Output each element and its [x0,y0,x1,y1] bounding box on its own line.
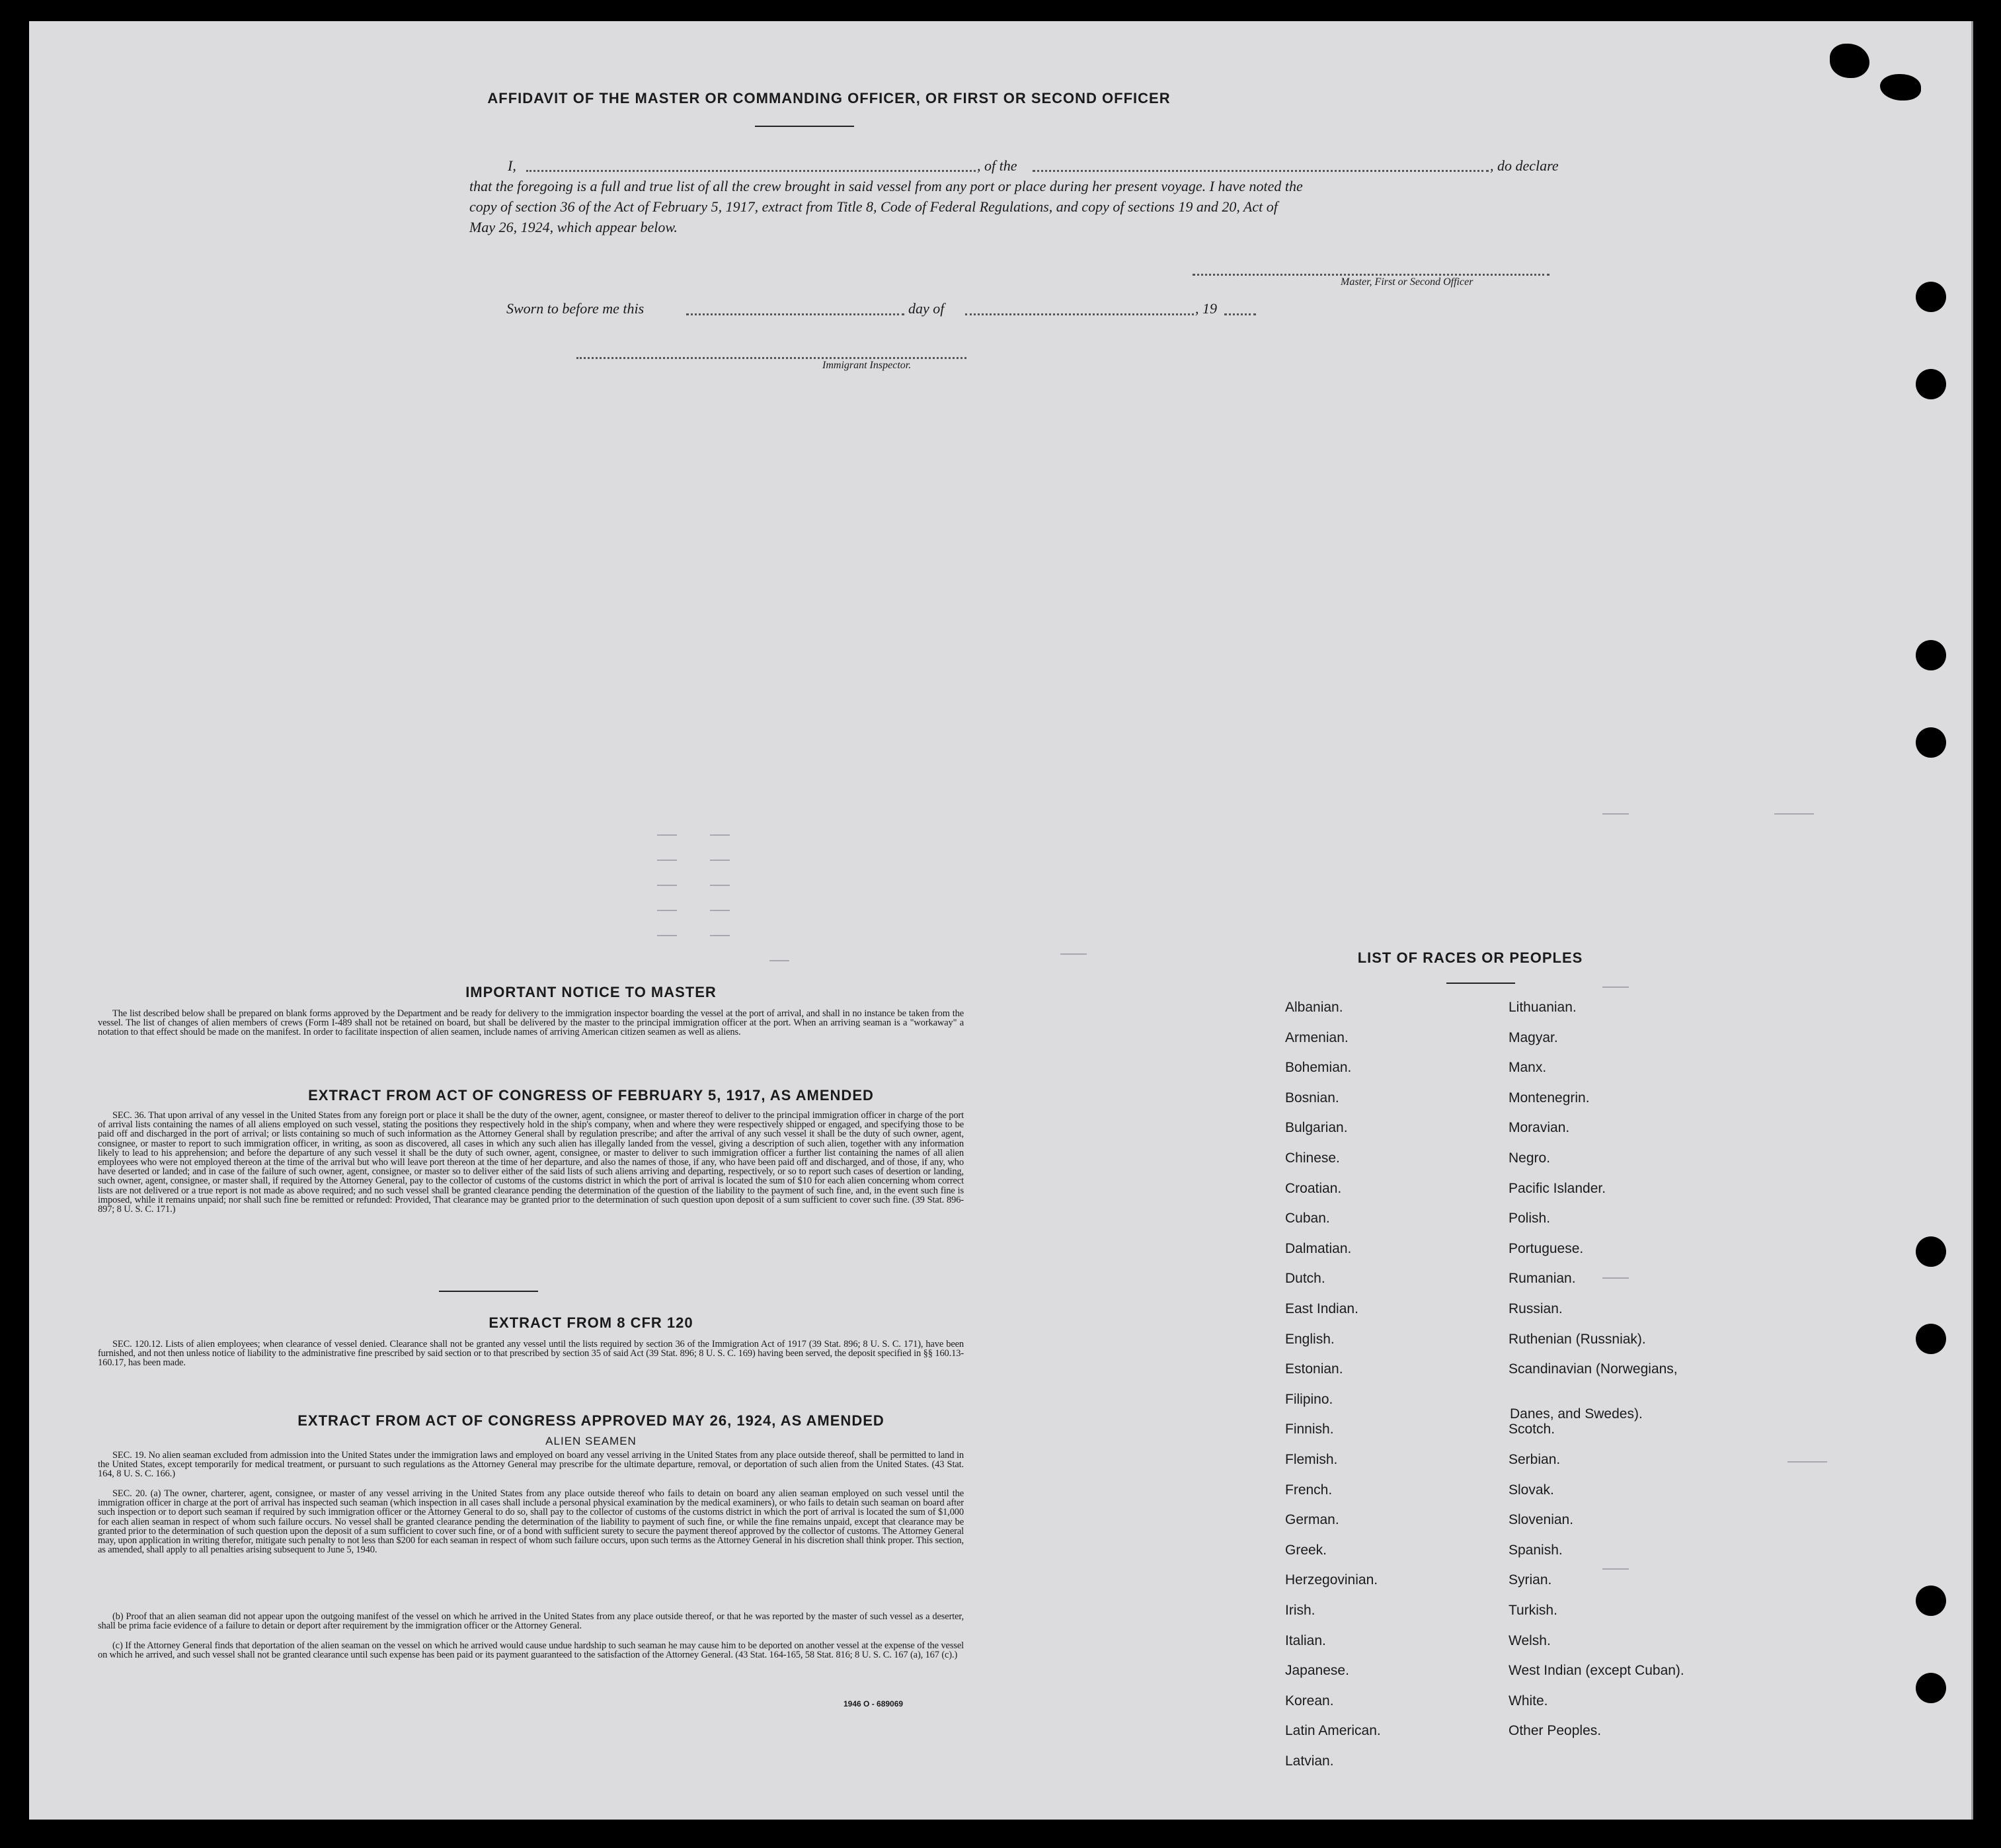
sworn-month-blank[interactable] [965,313,1194,315]
affidavit-line3: copy of section 36 of the Act of February 5, 1917, extract from Title 8, Code of Federal Regulations, and copy of sections 19 and 20, Act of [469,198,1278,215]
race-item: Portuguese. [1509,1240,1584,1256]
race-item: Negro. [1509,1150,1551,1166]
race-item: German. [1285,1512,1339,1528]
divider [439,1291,538,1292]
torn-edge-mark [1880,74,1921,100]
punch-hole [1916,727,1946,758]
sworn-year: , 19 [1195,300,1217,317]
vessel-blank[interactable] [1033,170,1489,172]
race-item: Herzegovinian. [1285,1572,1378,1588]
sec19-text: SEC. 19. No alien seaman excluded from admission into the United States under the immigration laws and employed on board any vessel arriving in the United States from any place outside thereof, shall be permitted to land in the United States, except temporarily for medical treatment, or pursuant to such regulations as the Attorney General may prescribe for the ultimate departure, removal, or deportation of such alien from the United States. (43 Stat. 164, 8 U. S. C. 166.) [98,1450,964,1480]
race-item: Bosnian. [1285,1090,1339,1105]
punch-hole [1916,640,1946,670]
race-item: Albanian. [1285,1000,1343,1015]
title-underline [755,126,854,127]
notice-title: IMPORTANT NOTICE TO MASTER [465,984,717,1000]
race-item: Lithuanian. [1509,1000,1577,1015]
sec20c-text: (c) If the Attorney General finds that deportation of the alien seaman on the vessel on which he arrived would cause undue hardship to such seaman he may cause him to be deported on another vessel at the expense of the vessel on which he arrived, and such vessel shall not be granted clearance until such expense has been paid or its payment guaranteed to the satisfaction of the Attorney General. (43 Stat. 164-165, 58 Stat. 816; 8 U. S. C. 167 (a), 167 (c).) [98,1640,964,1661]
race-item: Armenian. [1285,1029,1349,1045]
notice-text: The list described below shall be prepared on blank forms approved by the Department and be ready for delivery to the immigration inspector boarding the vessel at the port of arrival, and shall in no instance be taken from the vessel. The list of changes of alien members of crews (Form I-489 shall not be retained on board, but shall be delivered by the master to the principal immigration officer at the port. When an arriving seaman is a "workaway" a notation to that effect should be made on the manifest. In order to facilitate inspection of alien seamen, include names of arriving American citizen seamen as well as aliens. [98,1008,964,1038]
race-item: Danes, and Swedes). [1510,1406,1643,1422]
sworn-dayof: day of [908,300,945,317]
punch-hole [1916,369,1946,399]
print-code: 1946 O - 689069 [844,1699,904,1708]
race-item: West Indian (except Cuban). [1509,1663,1684,1679]
extract-1924-title: EXTRACT FROM ACT OF CONGRESS APPROVED MAY 26, 1924, AS AMENDED [297,1412,884,1429]
affidavit-line1-end: , do declare [1490,157,1559,174]
race-item: Magyar. [1509,1029,1558,1045]
race-item: Croatian. [1285,1180,1342,1196]
inspector-signature-line[interactable] [576,357,966,359]
race-item: Russian. [1509,1301,1563,1316]
affidavit-line1-start: I, [508,157,516,174]
race-item: Other Peoples. [1509,1723,1602,1739]
sworn-label: Sworn to before me this [506,300,645,317]
race-item: Chinese. [1285,1150,1340,1166]
race-item: Manx. [1509,1060,1547,1076]
race-item: Moravian. [1509,1120,1570,1136]
race-item: Bulgarian. [1285,1120,1348,1136]
race-item: Pacific Islander. [1509,1180,1606,1196]
punch-hole [1916,1586,1946,1616]
extract-1917-title: EXTRACT FROM ACT OF CONGRESS OF FEBRUARY 5, 1917, AS AMENDED [308,1087,874,1104]
race-item: Slovenian. [1509,1512,1574,1528]
race-item: Scotch. [1509,1422,1555,1437]
affidavit-line4: May 26, 1924, which appear below. [469,219,678,235]
extract-1924-subtitle: ALIEN SEAMEN [545,1435,637,1447]
races-title: LIST OF RACES OR PEOPLES [1357,949,1583,966]
race-item: Finnish. [1285,1422,1334,1437]
race-item: East Indian. [1285,1301,1358,1316]
race-item: Greek. [1285,1542,1327,1558]
race-item: Japanese. [1285,1663,1349,1679]
extract-8cfr-title: EXTRACT FROM 8 CFR 120 [489,1314,693,1331]
race-item: Welsh. [1509,1632,1551,1648]
race-item: Dalmatian. [1285,1240,1352,1256]
affidavit-title: AFFIDAVIT OF THE MASTER OR COMMANDING OFFICER, OR FIRST OR SECOND OFFICER [487,90,1171,106]
race-item: Latin American. [1285,1723,1381,1739]
affidavit-line1-mid: , of the [977,157,1017,174]
race-item: Korean. [1285,1693,1334,1708]
affidavit-line2: that the foregoing is a full and true list of all the crew brought in said vessel from any port or place during her present voyage. I have noted the [469,178,1303,194]
punch-hole [1916,1673,1946,1703]
races-underline [1446,983,1515,984]
name-blank[interactable] [526,170,976,172]
master-caption: Master, First or Second Officer [1341,276,1473,288]
race-item: English. [1285,1331,1335,1347]
torn-edge-mark [1830,44,1869,78]
race-item: Estonian. [1285,1361,1343,1377]
race-item: Polish. [1509,1211,1551,1226]
sec20a-text: SEC. 20. (a) The owner, charterer, agent, consignee, or master of any vessel arriving in the United States from any place outside thereof who fails to detain on board any alien seaman employed on such vessel until the immigration officer in charge at the port of arrival has inspected such seaman (which inspection in all cases shall include a personal physical examination by the medical examiners), or who fails to detain such seaman on board after such inspection or to deport such seaman if required by such immigration officer or the Attorney General to do so, shall pay to the collector of customs of the customs district in which the port of arrival is located the sum of $1,000 for each alien seaman in respect of whom such failure occurs. No vessel shall be granted clearance pending the determination of the liability to payment of such fine, or while the fine remains unpaid, except that clearance may be granted prior to the determination of such question upon the deposit of a sum sufficient to cover such fine, or of a bond with sufficient surety to secure the payment thereof approved by the collector of customs. The Attorney General may, upon application in writing therefor, mitigate such penalty to not less than $200 for each seaman in respect of whom such failure occurs, upon such terms as the Attorney General in his discretion shall think proper. This section, as amended, shall apply to all penalties arising subsequent to June 5, 1940. [98,1488,964,1556]
race-item: Bohemian. [1285,1060,1352,1076]
race-item: Spanish. [1509,1542,1563,1558]
race-item: Dutch. [1285,1271,1325,1287]
race-item: Slovak. [1509,1482,1554,1498]
race-item: Flemish. [1285,1452,1338,1467]
race-item: Ruthenian (Russniak). [1509,1331,1646,1347]
race-item: Serbian. [1509,1452,1561,1467]
form-page [29,21,1973,1820]
race-item: Italian. [1285,1632,1326,1648]
race-item: Montenegrin. [1509,1090,1590,1105]
race-item: Filipino. [1285,1391,1333,1407]
sworn-day-blank[interactable] [686,313,904,315]
race-item: Latvian. [1285,1753,1334,1769]
sec20b-text: (b) Proof that an alien seaman did not appear upon the outgoing manifest of the vessel on which he arrived in the United States from any place outside thereof, or that he was reported by the master of such vessel as a deserter, shall be prima facie evidence of a failure to detain or deport after requirement by the immigration officer or the Attorney General. [98,1611,964,1632]
punch-hole [1916,282,1946,312]
extract-8cfr-text: SEC. 120.12. Lists of alien employees; when clearance of vessel denied. Clearance shall not be granted any vessel until the lists required by section 36 of the Immigration Act of 1917 (39 Stat. 896; 8 U. S. C. 171), have been furnished, and not then unless notice of liability to the administrative fine prescribed by said section or to that prescribed by section 35 of said Act (39 Stat. 896; 8 U. S. C. 169) having been served, the deposit specified in §§ 160.13-160.17, has been made. [98,1339,964,1369]
race-item: Rumanian. [1509,1271,1576,1287]
race-item: White. [1509,1693,1548,1708]
extract-1917-text: SEC. 36. That upon arrival of any vessel in the United States from any foreign port or place it shall be the duty of the owner, agent, consignee, or master thereof to deliver to the principal immigration officer in charge of the port of arrival lists containing the names of all aliens employed on such vessel, stating the positions they respectively hold in the ship's company, when and where they were respectively shipped or engaged, and specifying those to be paid off and discharged in the port of arrival; or lists containing so much of such information as the Attorney General shall by regulation prescribe; and after the arrival of any such vessel it shall be the duty of such owner, agent, consignee, or master to report to such immigration officer, in writing, as soon as discovered, all cases in which any such alien has illegally landed from the vessel, giving a description of such alien, together with any information likely to lead to his apprehension; and before the departure of any such vessel it shall be the duty of such owner, agent, consignee, or master to deliver to such immigration officer a further list containing the names of all alien employees who were not employed thereon at the time of the arrival but who will leave port thereon at the time of her departure, and also the names of those, if any, who have been paid off and discharged, and of those, if any, who have deserted or landed; and in case of the failure of such owner, agent, consignee, or master so to deliver either of the said lists of such aliens arriving and departing, respectively, or so to report such cases of desertion or landing, such owner, agent, consignee, or master shall, if required by the Attorney General, pay to the collector of customs of the customs district in which the port of arrival is located the sum of $10 for each alien concerning whom correct lists are not delivered or a true report is not made as above required; and no such vessel shall be granted clearance pending the determination of the question of the liability to the payment of such fine, and, in the event such fine is imposed, while it remains unpaid; nor shall such fine be remitted or refunded: Provided, That clearance may be granted prior to the determination of such question upon deposit of a sum sufficient to cover such fine. (39 Stat. 896-897; 8 U. S. C. 171.) [98,1110,964,1215]
punch-hole [1916,1236,1946,1267]
punch-hole [1916,1324,1946,1354]
race-item: French. [1285,1482,1333,1498]
race-item: Cuban. [1285,1211,1330,1226]
inspector-caption: Immigrant Inspector. [822,360,912,371]
sworn-year-blank[interactable] [1224,313,1256,315]
race-item: Syrian. [1509,1572,1552,1588]
master-signature-line[interactable] [1193,274,1550,276]
race-item: Scandinavian (Norwegians, [1509,1361,1678,1377]
race-item: Irish. [1285,1603,1315,1618]
race-item: Turkish. [1509,1603,1557,1618]
